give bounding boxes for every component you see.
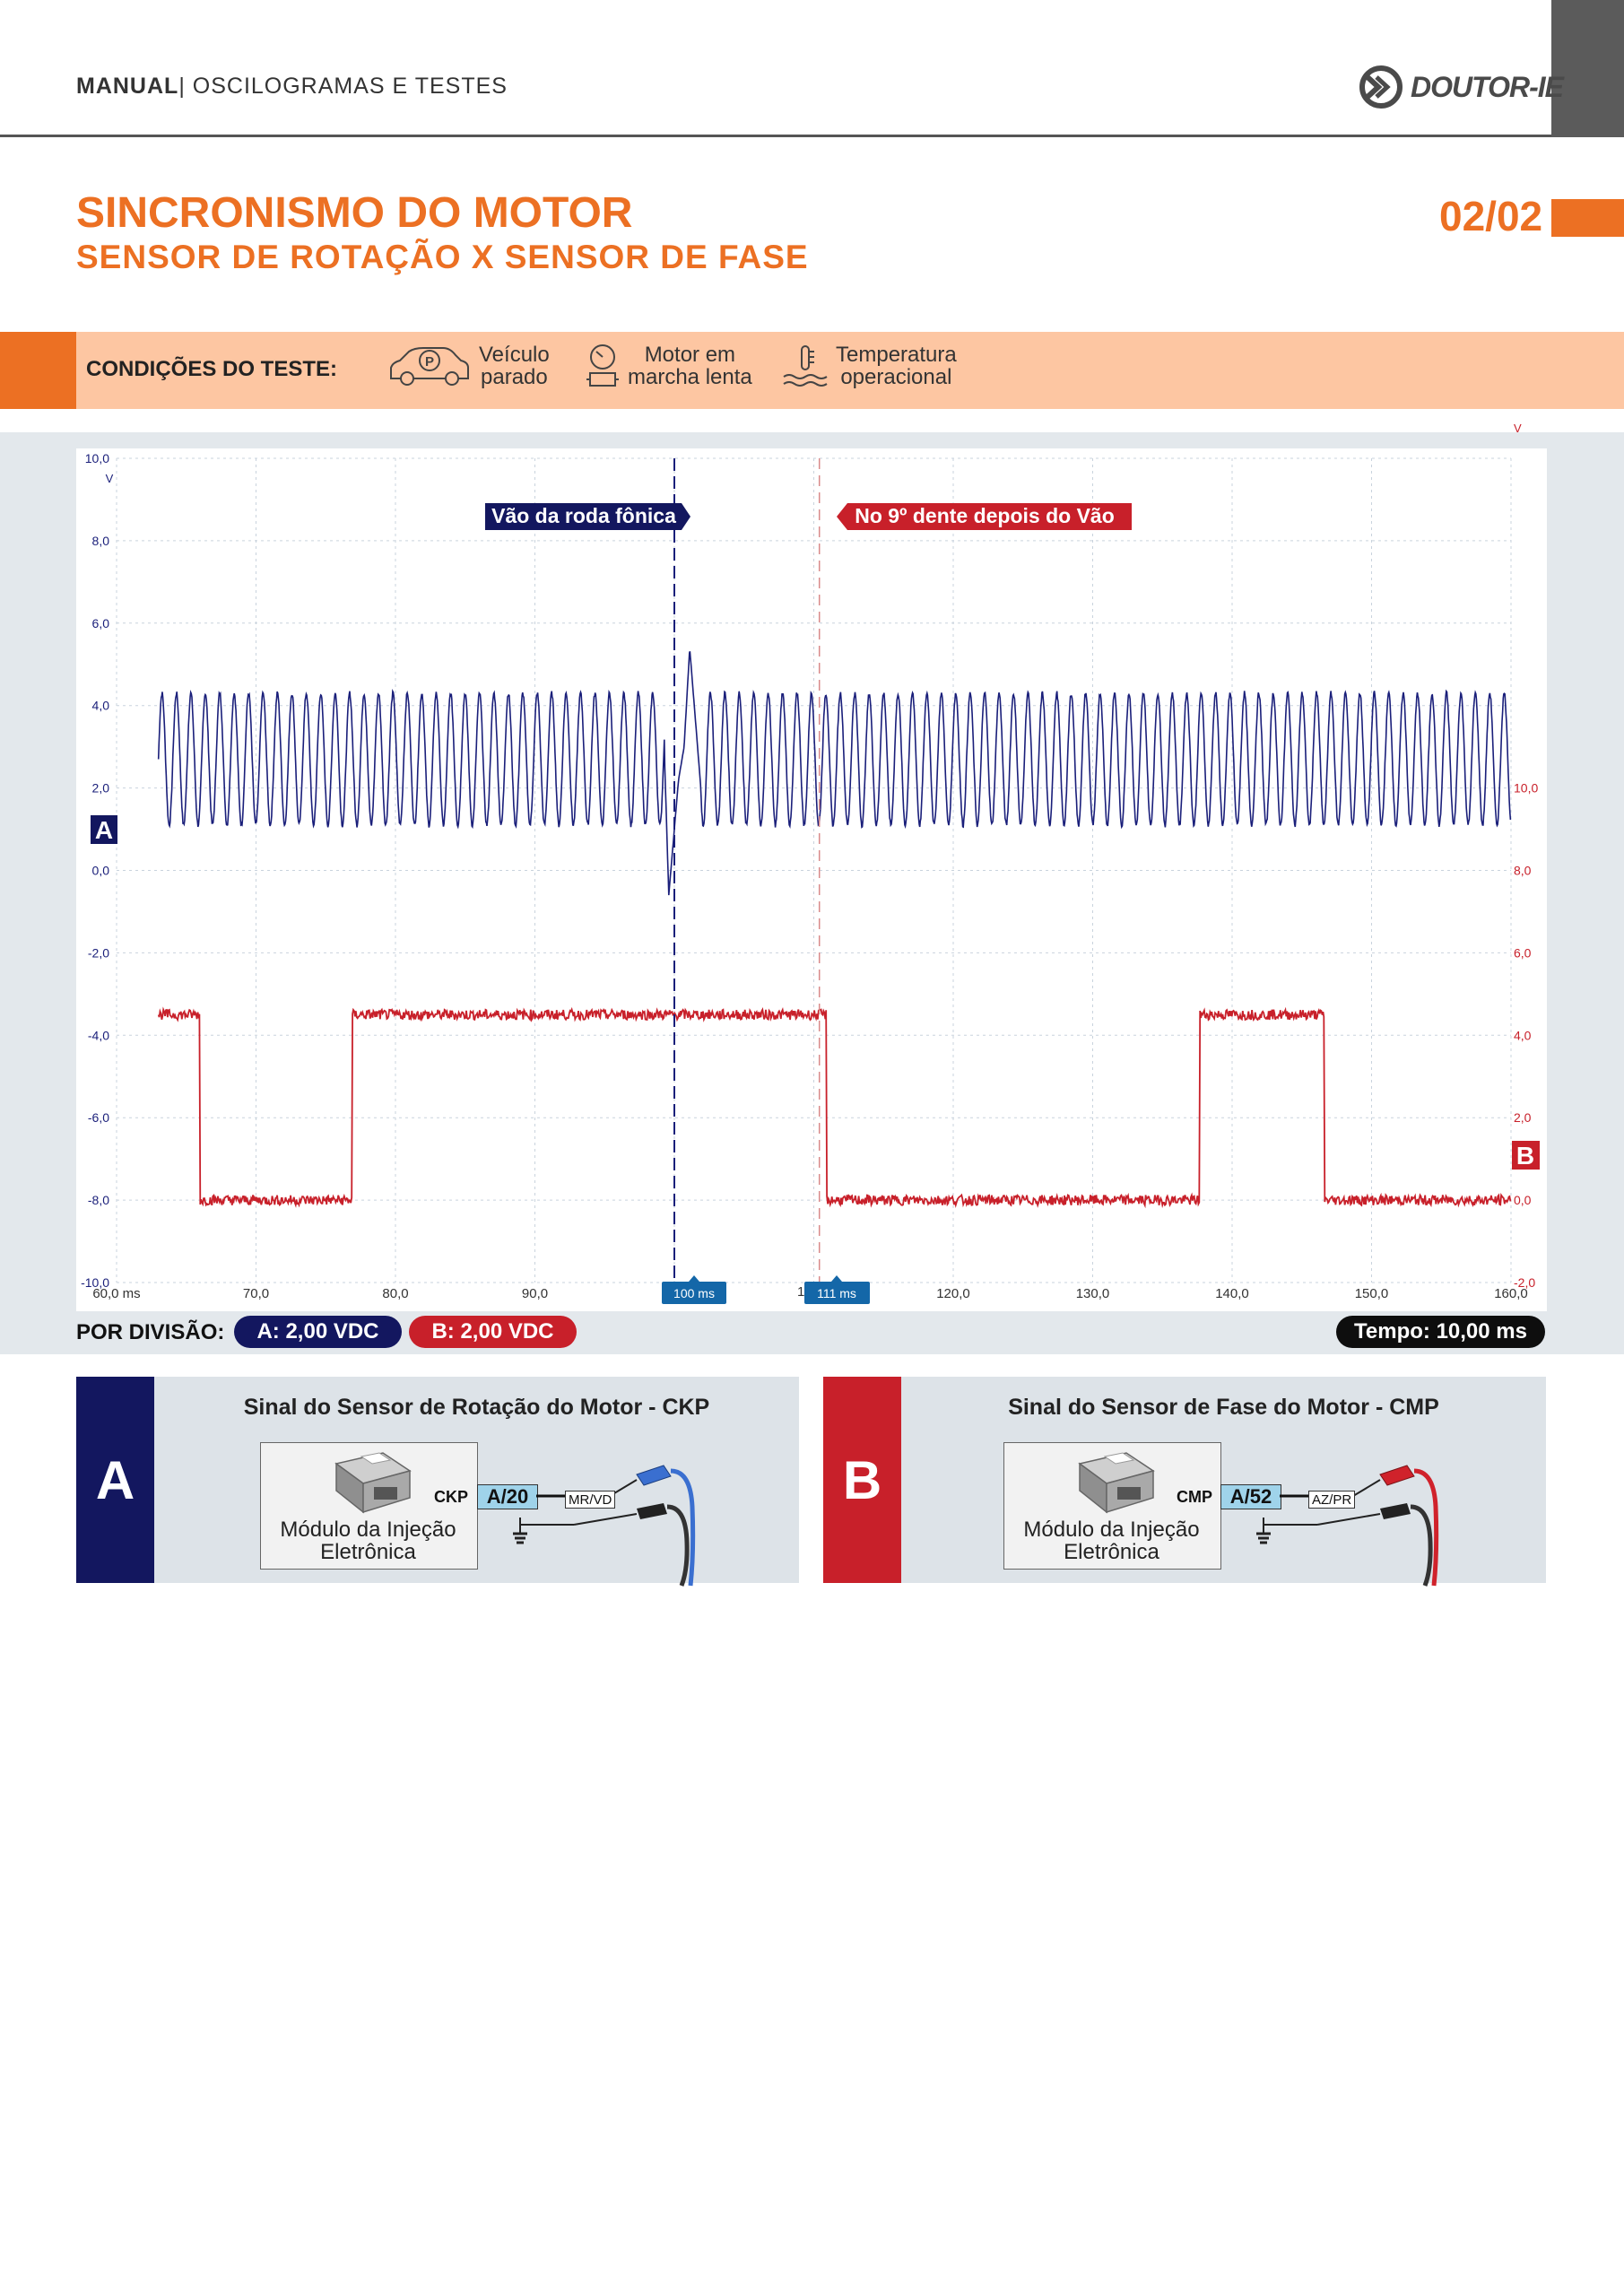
ecu-module-a-label xyxy=(260,1518,476,1563)
probe-b-letter: B xyxy=(823,1377,901,1583)
cursor-b-label: 111 ms xyxy=(817,1286,856,1300)
probe-a-wire-code: MR/VD xyxy=(565,1491,615,1509)
left-tick-label: 10,0 xyxy=(84,451,109,465)
temperature-icon xyxy=(782,343,829,389)
right-tick-label: 8,0 xyxy=(1514,863,1532,878)
left-tick-label: 2,0 xyxy=(91,780,109,796)
condition-engine-line1: Motor em xyxy=(644,343,736,367)
page-subtitle: SENSOR DE ROTAÇÃO X SENSOR DE FASE xyxy=(76,239,809,275)
right-tick-label: 0,0 xyxy=(1514,1193,1532,1208)
probe-b-leads xyxy=(1246,1435,1443,1586)
condition-vehicle-line2: parado xyxy=(481,365,548,389)
condition-engine-text xyxy=(628,344,752,388)
right-tick-label: 10,0 xyxy=(1514,780,1539,796)
probe-b-title: Sinal do Sensor de Fase do Motor - CMP xyxy=(1008,1395,1439,1420)
right-tick-label: 4,0 xyxy=(1514,1028,1532,1043)
logo-text: DOUTOR-IE xyxy=(1411,70,1563,103)
probe-a-pin: A/20 xyxy=(477,1484,538,1509)
ecu-module-a-line2: Eletrônica xyxy=(320,1540,416,1564)
condition-engine-idle xyxy=(585,343,752,389)
ecu-module-icon xyxy=(318,1446,417,1518)
channel-a-marker: A xyxy=(94,816,114,844)
left-tick-label: -8,0 xyxy=(87,1193,109,1208)
left-tick-label: -6,0 xyxy=(87,1110,109,1126)
ecu-module-b-label xyxy=(1003,1518,1220,1563)
plot-background xyxy=(76,448,1547,1311)
channel-a-scale-badge: A: 2,00 VDC xyxy=(234,1316,402,1348)
test-conditions-label: CONDIÇÕES DO TESTE: xyxy=(86,357,338,381)
left-tick-label: 6,0 xyxy=(91,615,109,631)
left-axis-unit: V xyxy=(105,472,114,485)
header-divider xyxy=(0,135,1551,137)
section-label: | OSCILOGRAMAS E TESTES xyxy=(178,74,508,99)
x-tick-label: 70,0 xyxy=(242,1286,270,1301)
ecu-module-b-line2: Eletrônica xyxy=(1064,1540,1159,1564)
right-tick-label: -2,0 xyxy=(1514,1275,1536,1290)
condition-temperature-text xyxy=(836,344,957,388)
x-tick-label: 140,0 xyxy=(1215,1286,1249,1301)
page-number: 02/02 xyxy=(1439,193,1543,239)
time-scale-badge: Tempo: 10,00 ms xyxy=(1336,1316,1545,1348)
x-tick-label: 80,0 xyxy=(382,1286,409,1301)
x-tick-label: 90,0 xyxy=(521,1286,549,1301)
hidden-tick-fragment: 1 xyxy=(797,1284,805,1300)
condition-vehicle-line1: Veículo xyxy=(479,343,550,367)
manual-label: MANUAL xyxy=(76,74,179,99)
ecu-module-a-line1: Módulo da Injeção xyxy=(280,1518,456,1542)
cursor-a-label: 100 ms xyxy=(673,1286,715,1300)
x-tick-label: 120,0 xyxy=(936,1286,970,1301)
channel-b-scale-badge: B: 2,00 VDC xyxy=(409,1316,577,1348)
probe-b-wire-code: AZ/PR xyxy=(1308,1491,1355,1509)
probe-a-letter: A xyxy=(76,1377,154,1583)
left-tick-label: -2,0 xyxy=(87,945,109,961)
left-tick-label: -4,0 xyxy=(87,1028,109,1043)
x-tick-label: 60,0 ms xyxy=(92,1286,141,1301)
page-number-accent xyxy=(1551,199,1624,237)
brand-logo xyxy=(1359,65,1563,109)
x-tick-label: 130,0 xyxy=(1075,1286,1110,1301)
condition-vehicle-parked xyxy=(387,343,550,389)
ecu-module-b-line1: Módulo da Injeção xyxy=(1023,1518,1200,1542)
idle-engine-icon xyxy=(585,343,621,389)
left-tick-label: -10,0 xyxy=(81,1275,109,1290)
header-section-title xyxy=(76,74,508,100)
logo-mark-icon xyxy=(1359,65,1403,109)
x-tick-label: 150,0 xyxy=(1354,1286,1389,1301)
condition-temperature-line2: operacional xyxy=(840,365,952,389)
probe-a-leads xyxy=(502,1435,699,1586)
ninth-tooth-annotation: No 9º dente depois do Vão xyxy=(855,504,1115,527)
test-conditions-accent xyxy=(0,332,76,409)
probe-a-pin-name: CKP xyxy=(434,1488,469,1506)
left-tick-label: 4,0 xyxy=(91,698,109,713)
gap-annotation: Vão da roda fônica xyxy=(491,504,676,527)
per-division-label: POR DIVISÃO: xyxy=(76,1320,225,1344)
condition-temperature-line1: Temperatura xyxy=(836,343,957,367)
right-tick-label: 6,0 xyxy=(1514,945,1532,961)
ecu-module-icon xyxy=(1062,1446,1160,1518)
left-tick-label: 8,0 xyxy=(91,533,109,548)
channel-b-marker: B xyxy=(1515,1142,1535,1170)
parked-car-icon xyxy=(387,343,472,389)
oscilloscope-chart xyxy=(0,422,1624,1329)
right-axis-unit: V xyxy=(1514,422,1522,435)
left-tick-label: 0,0 xyxy=(91,863,109,878)
page-title: SINCRONISMO DO MOTOR xyxy=(76,189,633,237)
condition-vehicle-text xyxy=(479,344,550,388)
probe-b-pin: A/52 xyxy=(1220,1484,1281,1509)
svg-text:P: P xyxy=(424,354,435,370)
condition-engine-line2: marcha lenta xyxy=(628,365,752,389)
probe-b-pin-name: CMP xyxy=(1177,1488,1212,1506)
right-tick-label: 2,0 xyxy=(1514,1110,1532,1126)
condition-temperature xyxy=(782,343,957,389)
probe-a-title: Sinal do Sensor de Rotação do Motor - CKP xyxy=(243,1395,710,1420)
x-tick-label: 160,0 xyxy=(1494,1286,1528,1301)
